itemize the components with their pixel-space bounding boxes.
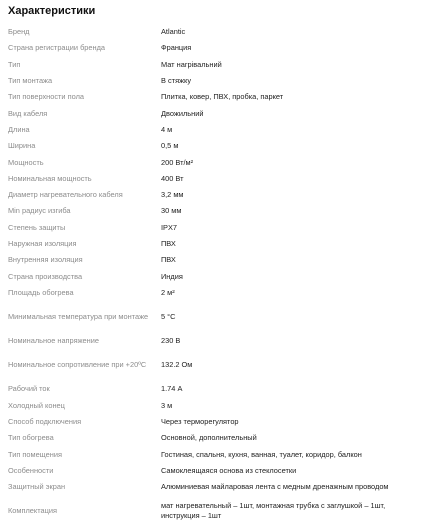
spec-key: Холодный конец <box>8 400 65 410</box>
spec-key: Номинальная мощность <box>8 173 92 183</box>
spec-row-room-type <box>8 447 417 463</box>
spec-value: 400 Вт <box>161 173 184 183</box>
spec-key: Вид кабеля <box>8 108 48 118</box>
spec-row-power <box>8 154 417 170</box>
spec-row-protection <box>8 220 417 236</box>
spec-value: Франция <box>161 43 192 53</box>
spec-row-rated-voltage <box>8 333 417 349</box>
spec-key: Номинальное напряжение <box>8 336 99 346</box>
spec-value: Двожильний <box>161 108 204 118</box>
spec-row-rated-power <box>8 171 417 187</box>
section-title: Характеристики <box>8 5 96 17</box>
spec-value: ПВХ <box>161 255 176 265</box>
spec-key: Особенности <box>8 465 54 475</box>
spec-row-type <box>8 57 417 73</box>
spec-value: Atlantic <box>161 27 186 37</box>
spec-key: Длина <box>8 124 30 134</box>
spec-key: Min радиус изгиба <box>8 206 71 216</box>
spec-value: IPX7 <box>161 222 178 232</box>
spec-key: Степень защиты <box>8 222 66 232</box>
spec-value: 1.74 А <box>161 384 183 394</box>
spec-row-country-of-origin <box>8 268 417 284</box>
spec-value: мат нагревательный – 1шт, монтажная трубка с заглушкой – 1шт, инструкция – 1шт <box>161 501 386 521</box>
spec-row-min-bend-radius <box>8 203 417 219</box>
spec-key: Минимальная температура при монтаже <box>8 312 149 322</box>
spec-value: Основной, дополнительный <box>161 433 257 443</box>
spec-row-connection-method <box>8 414 417 430</box>
spec-key: Тип помещения <box>8 449 62 459</box>
spec-value: 0,5 м <box>161 141 179 151</box>
spec-key: Рабочий ток <box>8 384 50 394</box>
spec-value: 230 В <box>161 336 181 346</box>
spec-row-outer-insulation <box>8 236 417 252</box>
spec-key: Диаметр нагревательного кабеля <box>8 190 123 200</box>
spec-value: 30 мм <box>161 206 182 216</box>
spec-row-width <box>8 138 417 154</box>
spec-value: ПВХ <box>161 239 176 248</box>
spec-value: Самоклеящаяся основа из стеклосетки <box>161 465 297 475</box>
spec-row-package-contents <box>8 495 417 527</box>
spec-row-mount-type <box>8 73 417 89</box>
spec-row-cable-kind <box>8 105 417 121</box>
spec-value: Мат нагрівальний <box>161 59 222 69</box>
spec-value: 132.2 Ом <box>161 360 193 370</box>
spec-key: Бренд <box>8 27 30 37</box>
spec-key: Внутренняя изоляция <box>8 255 83 265</box>
spec-key: Защитный экран <box>8 482 66 492</box>
spec-value: 200 Вт/м² <box>161 157 194 167</box>
spec-key: Номинальное сопротивление при +20ºC <box>8 360 147 370</box>
spec-row-cold-lead <box>8 398 417 414</box>
spec-key: Тип поверхности пола <box>8 92 84 102</box>
spec-row-inner-insulation <box>8 252 417 268</box>
spec-row-features <box>8 463 417 479</box>
spec-row-min-install-temp <box>8 301 417 333</box>
spec-row-brand <box>8 24 417 40</box>
spec-value: Алюминиевая майларовая лента с медным дренажным проводом <box>161 482 389 492</box>
spec-row-heating-type <box>8 430 417 446</box>
spec-value: В стяжку <box>161 76 192 86</box>
spec-key: Комплектация <box>8 506 58 516</box>
spec-row-rated-resistance <box>8 349 417 381</box>
spec-row-shield <box>8 479 417 495</box>
spec-row-brand-country <box>8 40 417 56</box>
spec-row-length <box>8 122 417 138</box>
spec-key: Страна регистрации бренда <box>8 43 106 53</box>
spec-key: Мощность <box>8 157 44 167</box>
spec-value: 4 м <box>161 124 173 134</box>
spec-row-cable-diameter <box>8 187 417 203</box>
spec-value: 3,2 мм <box>161 190 184 200</box>
spec-key: Страна производства <box>8 271 83 281</box>
spec-value: 2 м² <box>161 287 175 297</box>
spec-value: 3 м <box>161 400 173 410</box>
spec-key: Площадь обогрева <box>8 287 74 297</box>
spec-value: 5 °C <box>161 312 176 322</box>
spec-value: Гостиная, спальня, кухня, ванная, туалет, коридор, балкон <box>161 449 362 459</box>
spec-row-operating-current <box>8 381 417 397</box>
spec-key: Тип <box>8 59 21 69</box>
spec-key: Наружная изоляция <box>8 239 77 248</box>
spec-value: Плитка, ковер, ПВХ, пробка, паркет <box>161 92 284 102</box>
spec-value: Индия <box>161 271 183 281</box>
spec-key: Ширина <box>8 141 36 151</box>
spec-key: Тип обогрева <box>8 433 54 443</box>
spec-value: Через терморегулятор <box>161 417 239 427</box>
spec-key: Способ подключения <box>8 417 82 427</box>
spec-row-floor-surface <box>8 89 417 105</box>
spec-row-heating-area <box>8 285 417 301</box>
spec-key: Тип монтажа <box>8 76 53 86</box>
specs-table <box>8 24 417 527</box>
